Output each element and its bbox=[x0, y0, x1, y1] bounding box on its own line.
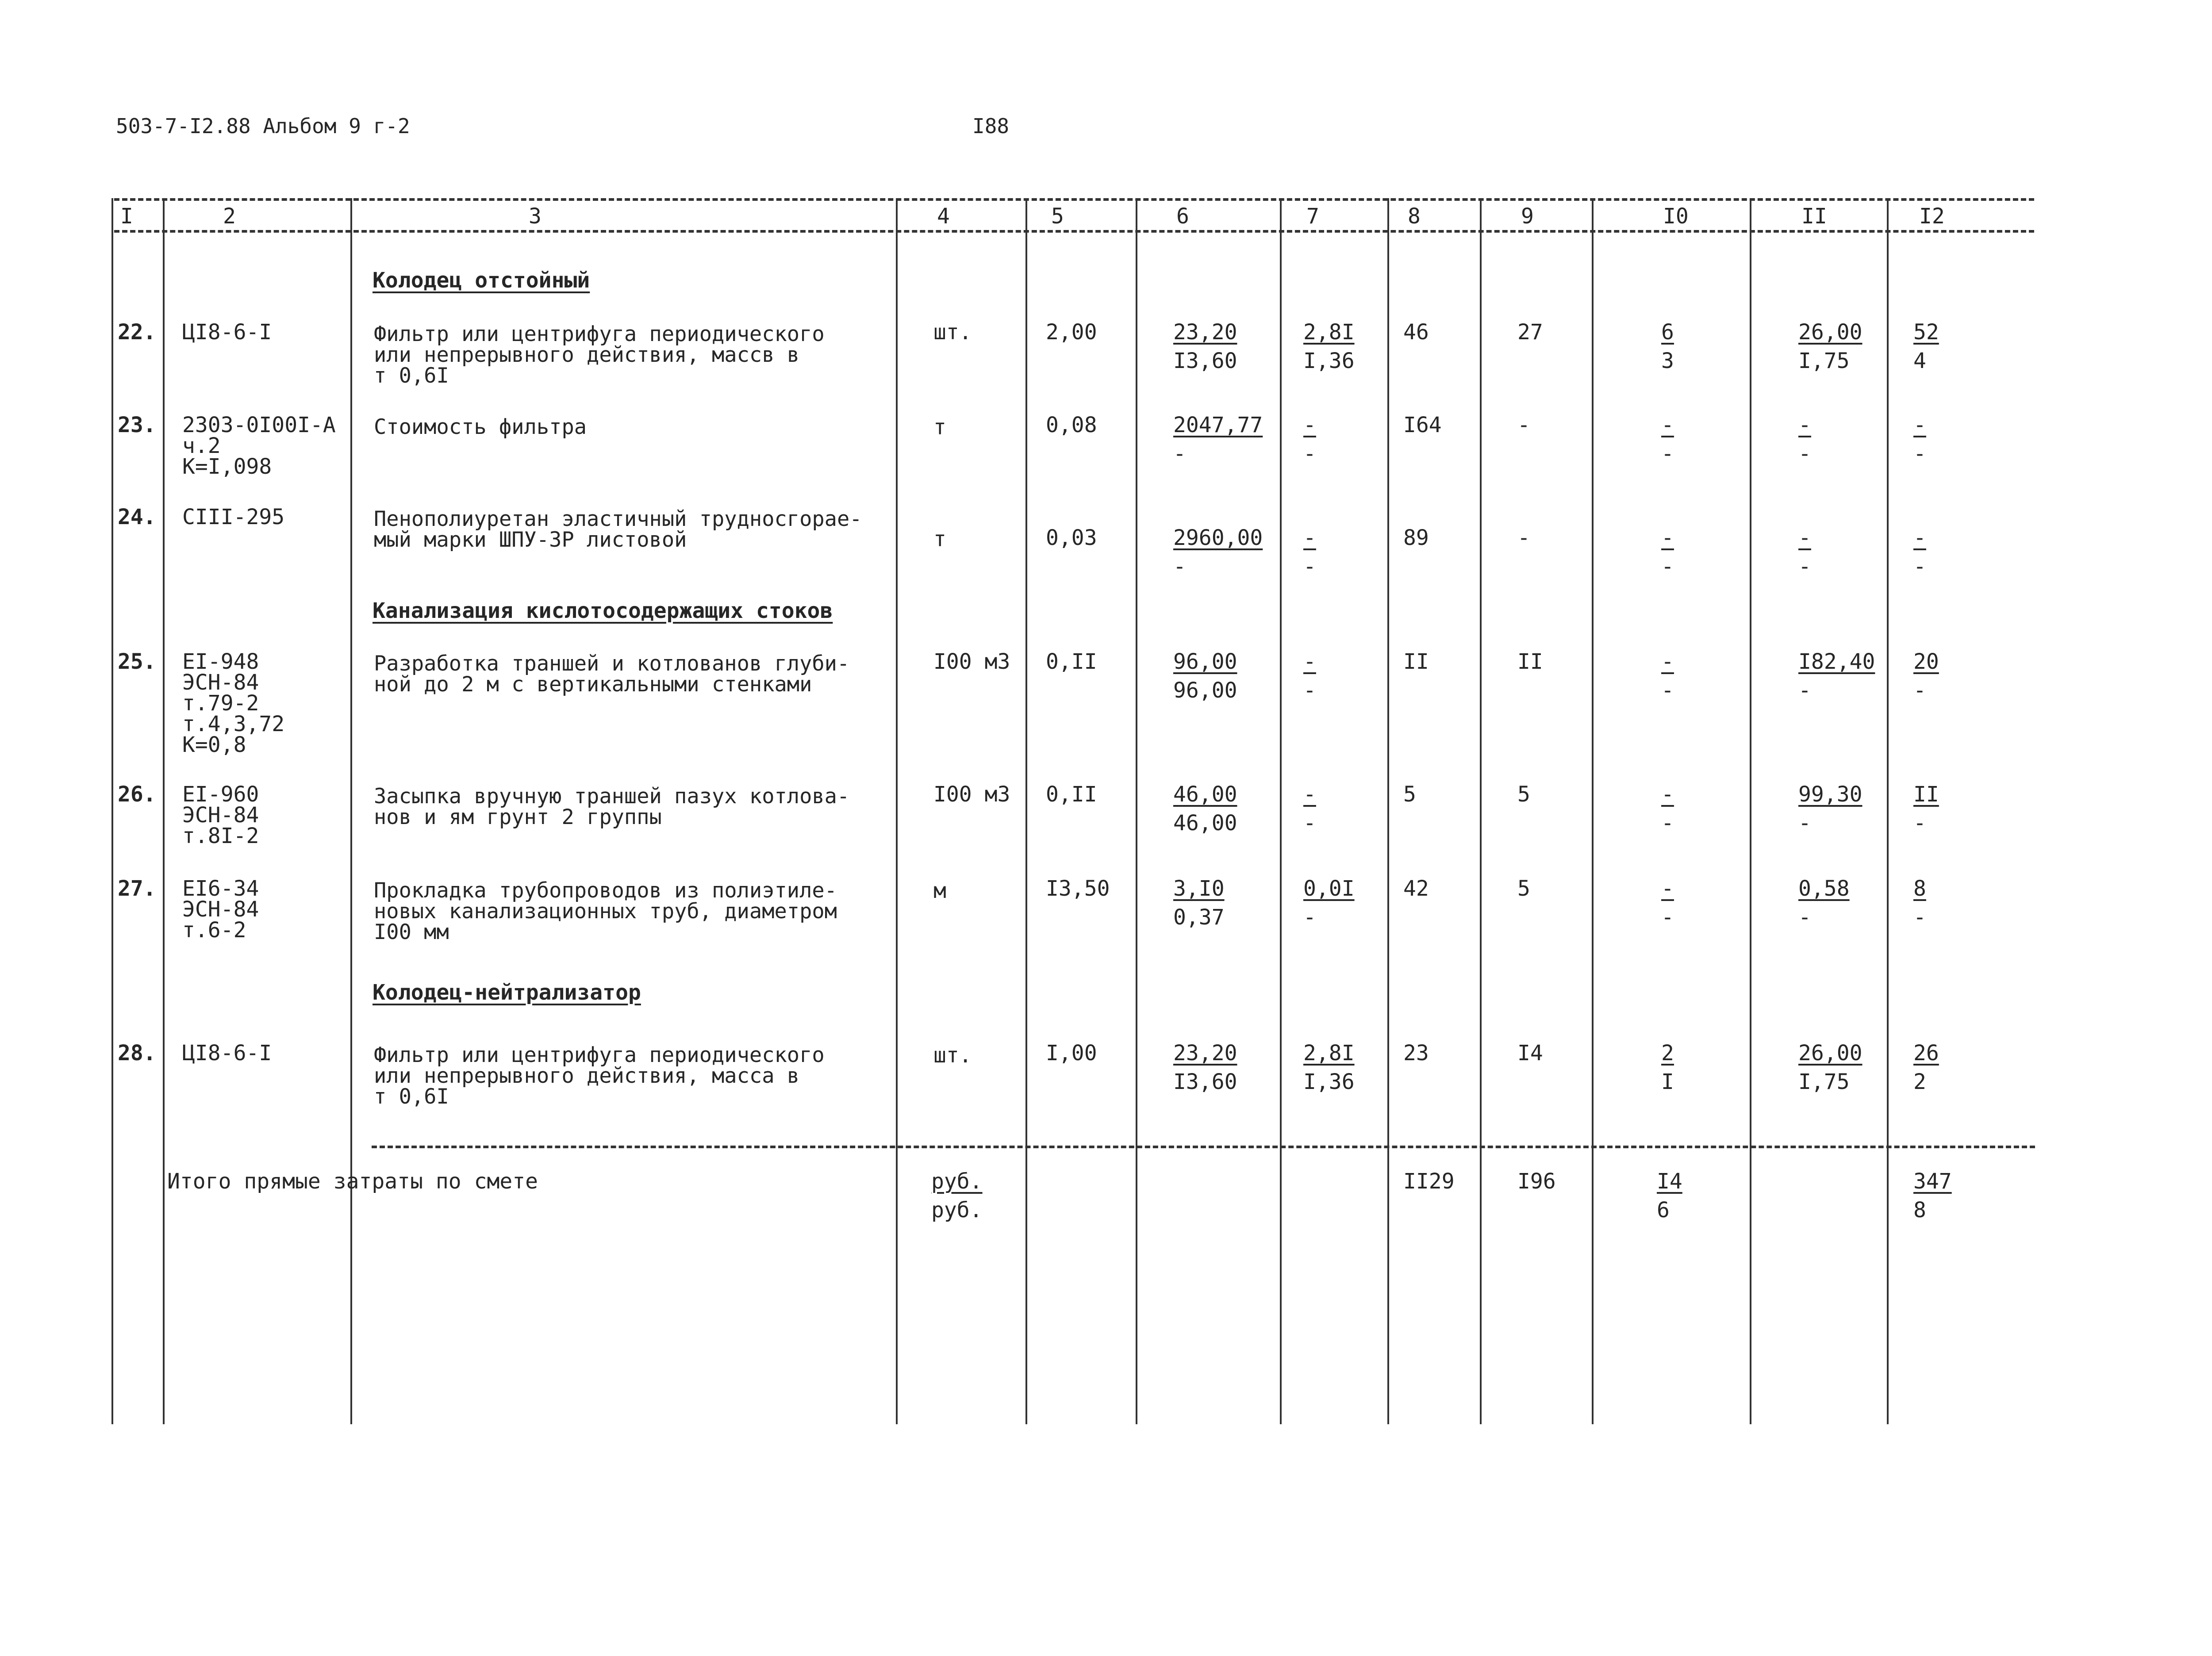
c6-top: 46,00 bbox=[1173, 782, 1237, 807]
quantity: 0,08 bbox=[1046, 413, 1097, 437]
column-header: 3 bbox=[529, 204, 541, 229]
c7-top: 2,8I bbox=[1303, 320, 1355, 345]
row-number: 28. bbox=[118, 1041, 156, 1066]
c12-bottom: - bbox=[1913, 441, 1926, 466]
c9-value: - bbox=[1517, 413, 1530, 437]
c10-bottom: - bbox=[1661, 678, 1674, 703]
section-title: Колодец-нейтрализатор bbox=[373, 980, 641, 1005]
c11-bottom: - bbox=[1798, 811, 1811, 836]
table-top-rule bbox=[114, 198, 2034, 201]
c11-bottom: - bbox=[1798, 678, 1811, 703]
total-c12-top: 347 bbox=[1913, 1169, 1952, 1194]
unit: т bbox=[933, 415, 946, 440]
c10-top: - bbox=[1661, 413, 1674, 437]
unit: I00 м3 bbox=[933, 782, 1010, 807]
c11-bottom: - bbox=[1798, 554, 1811, 579]
row-number: 25. bbox=[118, 649, 156, 674]
c11-top: 0,58 bbox=[1798, 876, 1850, 901]
total-label: Итого прямые затраты по смете bbox=[167, 1169, 538, 1194]
quantity: I,00 bbox=[1046, 1041, 1097, 1066]
total-c9: I96 bbox=[1517, 1169, 1556, 1194]
c8-value: 89 bbox=[1403, 525, 1429, 550]
c10-bottom: - bbox=[1661, 554, 1674, 579]
page-number: I88 bbox=[972, 114, 1010, 138]
c10-bottom: 3 bbox=[1661, 349, 1674, 373]
c12-top: 26 bbox=[1913, 1041, 1939, 1066]
c11-bottom: I,75 bbox=[1798, 349, 1850, 373]
c11-top: 26,00 bbox=[1798, 1041, 1863, 1066]
c7-bottom: I,36 bbox=[1303, 349, 1355, 373]
code-line: К=0,8 bbox=[182, 732, 246, 757]
c10-top: 6 bbox=[1661, 320, 1674, 345]
c10-top: - bbox=[1661, 525, 1674, 550]
row-number: 22. bbox=[118, 320, 156, 345]
code-line: ЕI-948 bbox=[182, 649, 259, 674]
c10-top: - bbox=[1661, 782, 1674, 807]
header-bottom-rule bbox=[114, 230, 2034, 233]
unit: I00 м3 bbox=[933, 649, 1010, 674]
c6-bottom: 0,37 bbox=[1173, 905, 1225, 930]
description-line: Фильтр или центрифуга периодического bbox=[374, 322, 825, 346]
c6-bottom: I3,60 bbox=[1173, 1070, 1237, 1094]
code-line: ЭСН-84 bbox=[182, 803, 259, 828]
code-line: ч.2 bbox=[182, 433, 221, 458]
code-line: т.8I-2 bbox=[182, 824, 259, 848]
description-line: новых канализационных труб, диаметром bbox=[374, 899, 837, 924]
description-line: Стоимость фильтра bbox=[374, 415, 587, 439]
description-line: Пенополиуретан эластичный трудносгорае- bbox=[374, 507, 862, 531]
column-header: 4 bbox=[937, 204, 950, 229]
c10-bottom: - bbox=[1661, 441, 1674, 466]
col-line bbox=[111, 198, 113, 1424]
c11-top: - bbox=[1798, 525, 1811, 550]
c12-bottom: - bbox=[1913, 811, 1926, 836]
c9-value: 5 bbox=[1517, 782, 1530, 807]
column-header: I0 bbox=[1663, 204, 1689, 229]
column-header: 5 bbox=[1051, 204, 1064, 229]
c6-bottom: - bbox=[1173, 441, 1186, 466]
c8-value: I64 bbox=[1403, 413, 1442, 437]
quantity: I3,50 bbox=[1046, 876, 1110, 901]
c6-bottom: 96,00 bbox=[1173, 678, 1237, 703]
code-line: т.6-2 bbox=[182, 918, 246, 943]
c11-top: I82,40 bbox=[1798, 649, 1875, 674]
c11-bottom: - bbox=[1798, 441, 1811, 466]
c7-top: - bbox=[1303, 525, 1316, 550]
quantity: 0,II bbox=[1046, 649, 1097, 674]
description-line: Разработка траншей и котлованов глуби- bbox=[374, 652, 850, 676]
c12-top: 52 bbox=[1913, 320, 1939, 345]
c7-bottom: I,36 bbox=[1303, 1070, 1355, 1094]
c8-value: 46 bbox=[1403, 320, 1429, 345]
column-header: II bbox=[1801, 204, 1827, 229]
row-number: 27. bbox=[118, 876, 156, 901]
c6-top: 3,I0 bbox=[1173, 876, 1225, 901]
description-line: мый марки ШПУ-ЗР листовой bbox=[374, 528, 687, 552]
c7-bottom: - bbox=[1303, 811, 1316, 836]
c7-top: - bbox=[1303, 782, 1316, 807]
description-line: I00 мм bbox=[374, 920, 449, 944]
code-line: т.4,3,72 bbox=[182, 712, 285, 736]
c6-top: 2960,00 bbox=[1173, 525, 1263, 550]
unit: т bbox=[933, 527, 946, 552]
col-line bbox=[1887, 198, 1889, 1424]
c11-bottom: I,75 bbox=[1798, 1070, 1850, 1094]
section-title: Колодец отстойный bbox=[373, 268, 590, 293]
description-line: т 0,6I bbox=[374, 1085, 449, 1109]
c7-bottom: - bbox=[1303, 441, 1316, 466]
code-line: К=I,098 bbox=[182, 454, 272, 479]
row-number: 24. bbox=[118, 505, 156, 529]
unit: шт. bbox=[933, 320, 972, 345]
col-line bbox=[1280, 198, 1282, 1424]
c10-bottom: - bbox=[1661, 905, 1674, 930]
c9-value: II bbox=[1517, 649, 1543, 674]
c12-top: - bbox=[1913, 525, 1926, 550]
col-line bbox=[1025, 198, 1027, 1424]
c9-value: 5 bbox=[1517, 876, 1530, 901]
c6-top: 2047,77 bbox=[1173, 413, 1263, 437]
c8-value: 42 bbox=[1403, 876, 1429, 901]
c11-top: 99,30 bbox=[1798, 782, 1863, 807]
quantity: 0,II bbox=[1046, 782, 1097, 807]
col-line bbox=[1750, 198, 1751, 1424]
column-header: I2 bbox=[1919, 204, 1945, 229]
c9-value: - bbox=[1517, 525, 1530, 550]
column-header: 6 bbox=[1176, 204, 1189, 229]
c12-top: 20 bbox=[1913, 649, 1939, 674]
quantity: 0,03 bbox=[1046, 525, 1097, 550]
col-line bbox=[1136, 198, 1137, 1424]
total-c8: II29 bbox=[1403, 1169, 1455, 1194]
c7-bottom: - bbox=[1303, 678, 1316, 703]
code-line: ЭСН-84 bbox=[182, 897, 259, 922]
row-number: 26. bbox=[118, 782, 156, 807]
column-header: 9 bbox=[1521, 204, 1534, 229]
c10-bottom: I bbox=[1661, 1070, 1674, 1094]
code-line: ЭСН-84 bbox=[182, 670, 259, 695]
c6-top: 23,20 bbox=[1173, 320, 1237, 345]
description-line: или непрерывного действия, масса в bbox=[374, 1064, 800, 1088]
c12-bottom: - bbox=[1913, 678, 1926, 703]
code-line: 2303-0I00I-А bbox=[182, 413, 336, 437]
c9-value: I4 bbox=[1517, 1041, 1543, 1066]
column-header: 8 bbox=[1408, 204, 1421, 229]
document-code: 503-7-I2.88 Альбом 9 г-2 bbox=[116, 114, 410, 138]
code-line: ЦI8-6-I bbox=[182, 320, 272, 345]
c12-bottom: 2 bbox=[1913, 1070, 1926, 1094]
description-line: или непрерывного действия, массв в bbox=[374, 343, 800, 367]
column-header: 7 bbox=[1306, 204, 1319, 229]
c6-bottom: 46,00 bbox=[1173, 811, 1237, 836]
column-header: 2 bbox=[223, 204, 236, 229]
c6-bottom: I3,60 bbox=[1173, 349, 1237, 373]
description-line: нов и ям грунт 2 группы bbox=[374, 805, 662, 829]
code-line: ЦI8-6-I bbox=[182, 1041, 272, 1066]
c8-value: 23 bbox=[1403, 1041, 1429, 1066]
description-line: ной до 2 м с вертикальными стенками bbox=[374, 672, 812, 697]
c7-top: 2,8I bbox=[1303, 1041, 1355, 1066]
row-number: 23. bbox=[118, 413, 156, 437]
col-line bbox=[163, 198, 165, 1424]
unit: шт. bbox=[933, 1043, 972, 1068]
c11-top: 26,00 bbox=[1798, 320, 1863, 345]
code-line: ЕI6-34 bbox=[182, 876, 259, 901]
col-line bbox=[350, 198, 352, 1424]
description-line: Засыпка вручную траншей пазух котлова- bbox=[374, 784, 850, 809]
description-line: т 0,6I bbox=[374, 364, 449, 388]
c7-top: - bbox=[1303, 413, 1316, 437]
c11-bottom: - bbox=[1798, 905, 1811, 930]
c7-top: 0,0I bbox=[1303, 876, 1355, 901]
code-line: ЕI-960 bbox=[182, 782, 259, 807]
col-line bbox=[896, 198, 898, 1424]
code-line: СIII-295 bbox=[182, 505, 285, 529]
c12-top: II bbox=[1913, 782, 1939, 807]
unit: м bbox=[933, 878, 946, 903]
total-c10-top: I4 bbox=[1657, 1169, 1682, 1194]
c12-top: 8 bbox=[1913, 876, 1926, 901]
c6-top: 23,20 bbox=[1173, 1041, 1237, 1066]
total-c12-bottom: 8 bbox=[1913, 1198, 1926, 1223]
c7-top: - bbox=[1303, 649, 1316, 674]
c10-top: - bbox=[1661, 876, 1674, 901]
c8-value: 5 bbox=[1403, 782, 1416, 807]
c12-bottom: - bbox=[1913, 905, 1926, 930]
c12-top: - bbox=[1913, 413, 1926, 437]
c10-bottom: - bbox=[1661, 811, 1674, 836]
c10-top: 2 bbox=[1661, 1041, 1674, 1066]
c11-top: - bbox=[1798, 413, 1811, 437]
c8-value: II bbox=[1403, 649, 1429, 674]
total-unit-bottom: руб. bbox=[931, 1198, 983, 1223]
description-line: Прокладка трубопроводов из полиэтиле- bbox=[374, 878, 837, 903]
column-header: I bbox=[120, 204, 133, 229]
total-c10-bottom: 6 bbox=[1657, 1198, 1670, 1223]
total-unit-top: руб. bbox=[931, 1169, 983, 1194]
c12-bottom: - bbox=[1913, 554, 1926, 579]
code-line: т.79-2 bbox=[182, 691, 259, 716]
col-line bbox=[1480, 198, 1482, 1424]
col-line bbox=[1387, 198, 1389, 1424]
c7-bottom: - bbox=[1303, 905, 1316, 930]
description-line: Фильтр или центрифуга периодического bbox=[374, 1043, 825, 1067]
c12-bottom: 4 bbox=[1913, 349, 1926, 373]
c9-value: 27 bbox=[1517, 320, 1543, 345]
c7-bottom: - bbox=[1303, 554, 1316, 579]
c6-bottom: - bbox=[1173, 554, 1186, 579]
total-rule bbox=[372, 1146, 2035, 1148]
quantity: 2,00 bbox=[1046, 320, 1097, 345]
section-title: Канализация кислотосодержащих стоков bbox=[373, 598, 833, 623]
c6-top: 96,00 bbox=[1173, 649, 1237, 674]
col-line bbox=[1592, 198, 1594, 1424]
c10-top: - bbox=[1661, 649, 1674, 674]
